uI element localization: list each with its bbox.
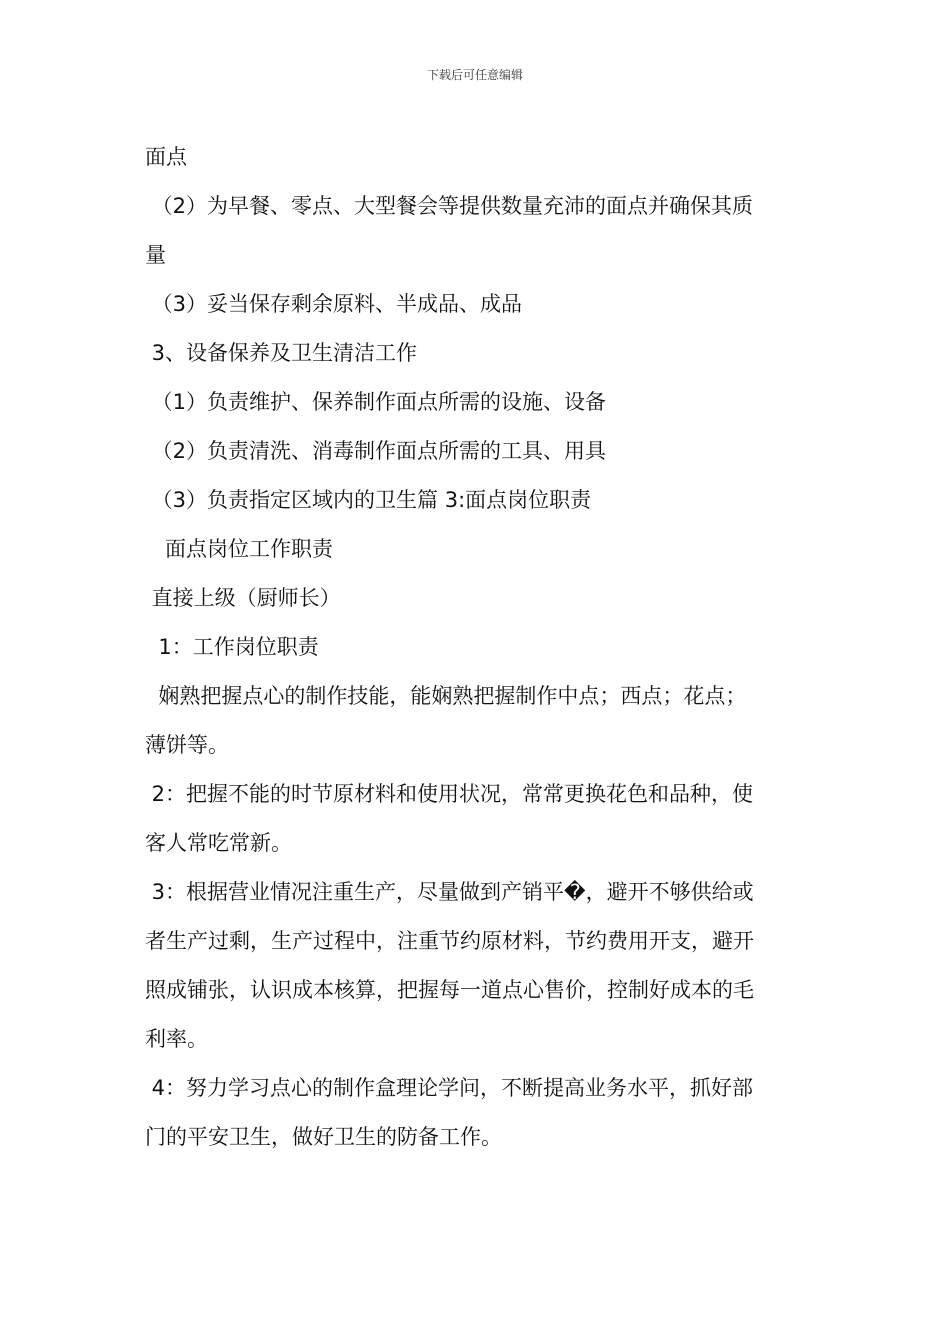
text-line: 4：努力学习点心的制作盒理论学问，不断提高业务水平，抓好部 [145, 1076, 754, 1100]
document-body [145, 133, 810, 1162]
text-line: 量 [145, 243, 166, 267]
section-heading: 3、设备保养及卫生清洁工作 [145, 341, 418, 365]
text-line: （3）妥当保存剩余原料、半成品、成品 [145, 292, 523, 316]
text-line: 面点 [145, 145, 187, 169]
text-line: 客人常吃常新。 [145, 831, 292, 855]
text-line: （2）负责清洗、消毒制作面点所需的工具、用具 [145, 439, 607, 463]
text-line: 者生产过剩，生产过程中，注重节约原材料，节约费用开支，避开 [145, 929, 754, 953]
section-heading: 1：工作岗位职责 [145, 635, 319, 659]
text-line: （2）为早餐、零点、大型餐会等提供数量充沛的面点并确保其质 [145, 194, 754, 218]
text-line: 门的平安卫生，做好卫生的防备工作。 [145, 1125, 502, 1149]
supervisor-line: 直接上级（厨师长） [145, 586, 341, 610]
text-line: 娴熟把握点心的制作技能，能娴熟把握制作中点；西点；花点； [145, 684, 747, 708]
text-line: 薄饼等。 [145, 733, 229, 757]
section-title: 面点岗位工作职责 [145, 537, 334, 561]
page-header: 下载后可任意编辑 [426, 68, 523, 82]
text-line: （3）负责指定区域内的卫生篇 3:面点岗位职责 [145, 488, 592, 512]
text-line: 利率。 [145, 1027, 208, 1051]
text-line: 照成铺张，认识成本核算，把握每一道点心售价，控制好成本的毛 [145, 978, 754, 1002]
text-line: 2：把握不能的时节原材料和使用状况，常常更换花色和品种，使 [145, 782, 754, 806]
text-line: 3：根据营业情况注重生产，尽量做到产销平�，避开不够供给或 [145, 880, 754, 904]
text-line: （1）负责维护、保养制作面点所需的设施、设备 [145, 390, 607, 414]
